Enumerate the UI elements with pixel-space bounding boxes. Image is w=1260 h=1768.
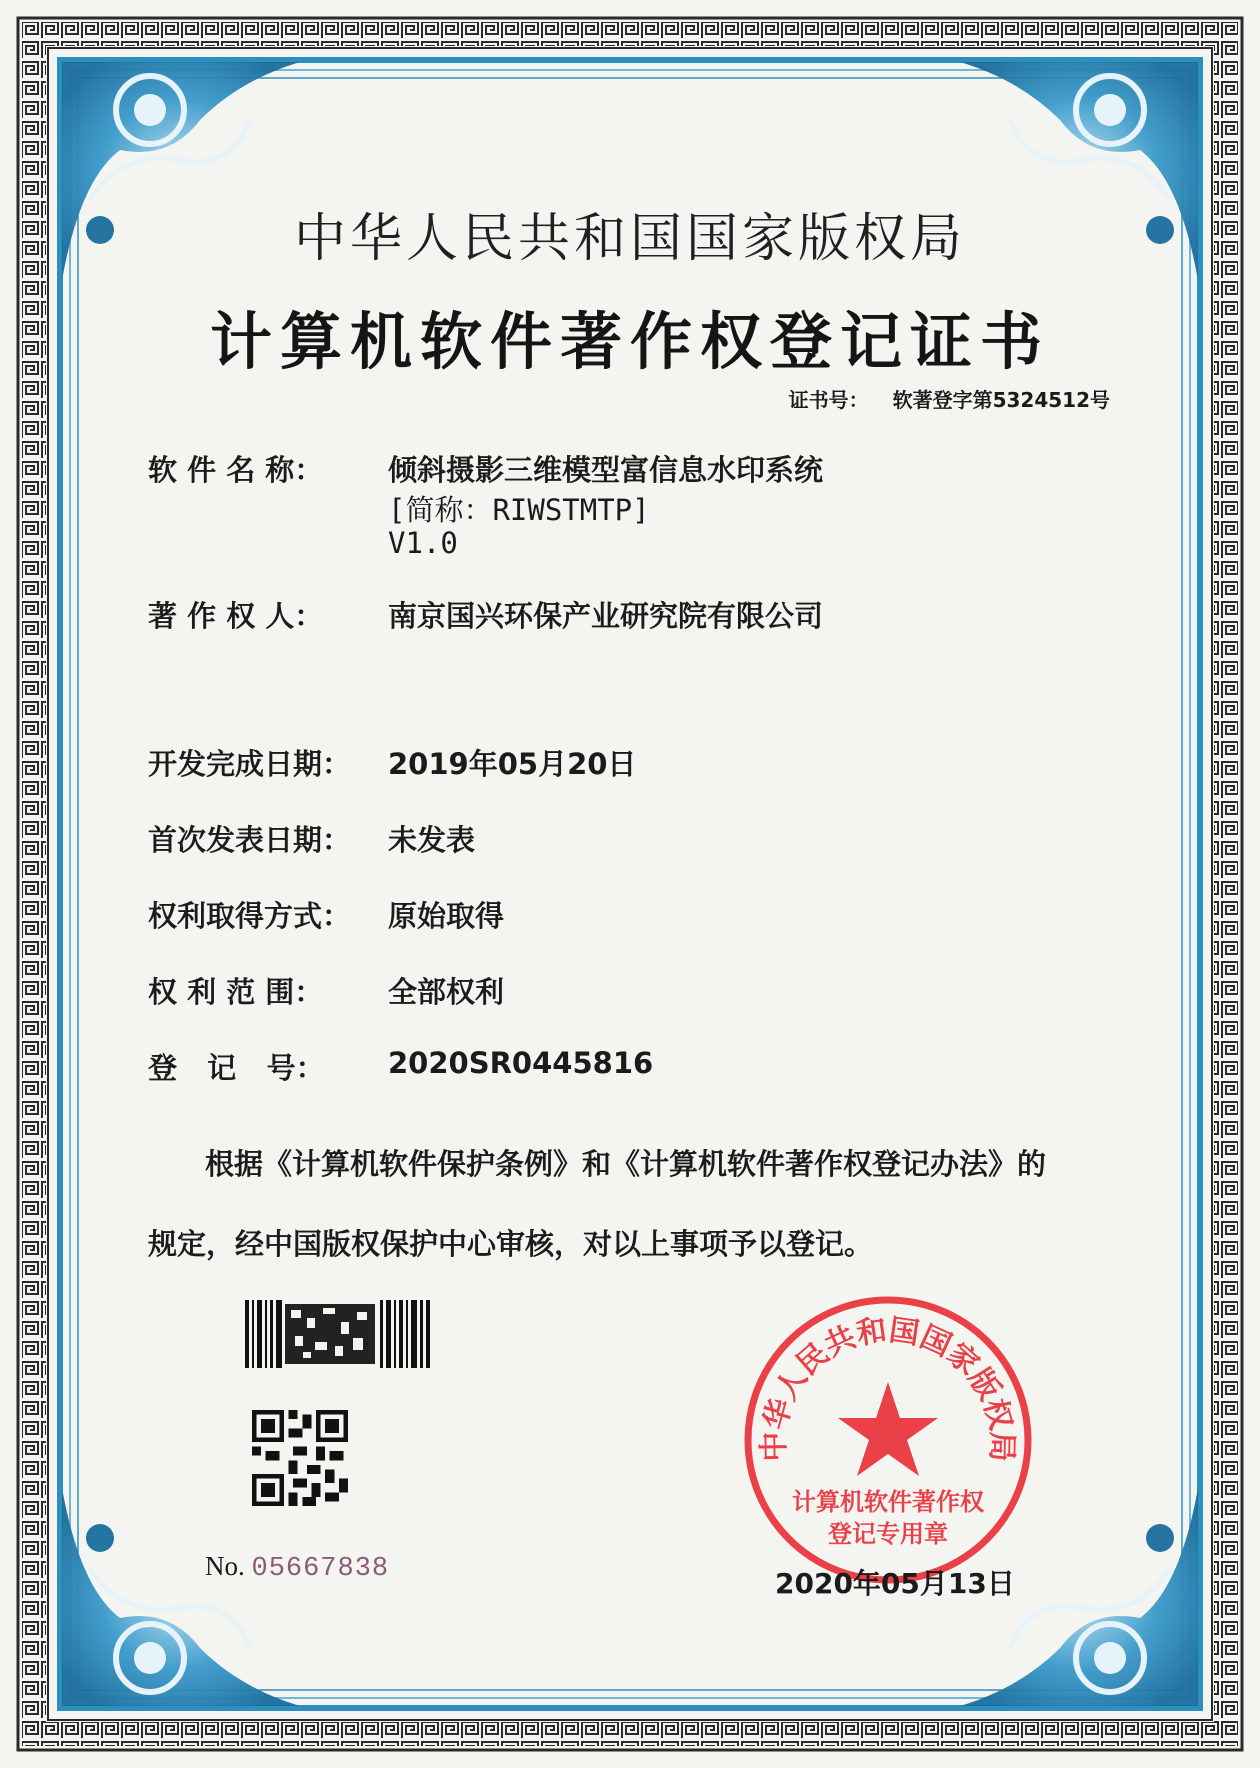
acquire-label: 权利取得方式：: [148, 899, 352, 933]
pub-date-value: 未发表: [388, 823, 476, 857]
pub-date-row: [148, 818, 476, 859]
seal-outer-text-path: 中华人民共和国国家版权局: [756, 1312, 1020, 1462]
reg-no-row: [148, 1046, 654, 1087]
certificate-number-value: 软著登字第5324512号: [892, 388, 1110, 412]
qr-code-image: [252, 1410, 348, 1506]
software-short-name: [简称：RIWSTMTP]: [388, 493, 650, 527]
software-version: V1.0: [388, 526, 458, 560]
reg-no-value: 2020SR0445816: [388, 1046, 654, 1080]
seal-inner-line-2: 登记专用章: [828, 1520, 948, 1548]
software-name-row: [148, 448, 824, 560]
issuing-authority: 中华人民共和国国家版权局: [293, 209, 966, 269]
certificate-title: 计算机软件著作权登记证书: [209, 305, 1050, 378]
barcode-image: [245, 1300, 430, 1368]
pub-date-label: 首次发表日期：: [148, 823, 352, 857]
dev-date-row: [148, 742, 637, 783]
serial-number-value: 05667838: [251, 1554, 390, 1584]
serial-number-label: No.: [205, 1551, 245, 1581]
corner-ornament-bottom-left: [62, 1488, 300, 1706]
serial-number: [205, 1551, 389, 1584]
certificate-number-label: 证书号：: [788, 388, 869, 412]
owner-label: 著 作 权 人：: [148, 599, 324, 633]
statement-line-2: 规定，经中国版权保护中心审核，对以上事项予以登记。: [148, 1227, 874, 1261]
acquire-value: 原始取得: [388, 899, 505, 933]
seal-inner-line-1: 计算机软件著作权: [792, 1488, 984, 1516]
dev-date-value: 2019年05月20日: [388, 747, 637, 781]
certificate-number: [789, 384, 1110, 413]
seal-star-icon: [838, 1382, 938, 1476]
owner-value: 南京国兴环保产业研究院有限公司: [388, 599, 824, 633]
official-seal: [738, 1290, 1038, 1590]
statement-line-1: 根据《计算机软件保护条例》和《计算机软件著作权登记办法》的: [205, 1147, 1047, 1181]
scope-value: 全部权利: [388, 975, 505, 1009]
acquire-row: [148, 894, 505, 935]
scope-label: 权 利 范 围：: [148, 975, 324, 1009]
reg-no-label: 登 记 号：: [148, 1051, 325, 1085]
software-name-label: 软 件 名 称：: [148, 453, 324, 487]
issue-date: 2020年05月13日: [775, 1567, 1015, 1600]
dev-date-label: 开发完成日期：: [148, 747, 352, 781]
scope-row: [148, 970, 505, 1011]
software-name-value: 倾斜摄影三维模型富信息水印系统: [388, 453, 824, 487]
owner-row: [148, 594, 824, 635]
